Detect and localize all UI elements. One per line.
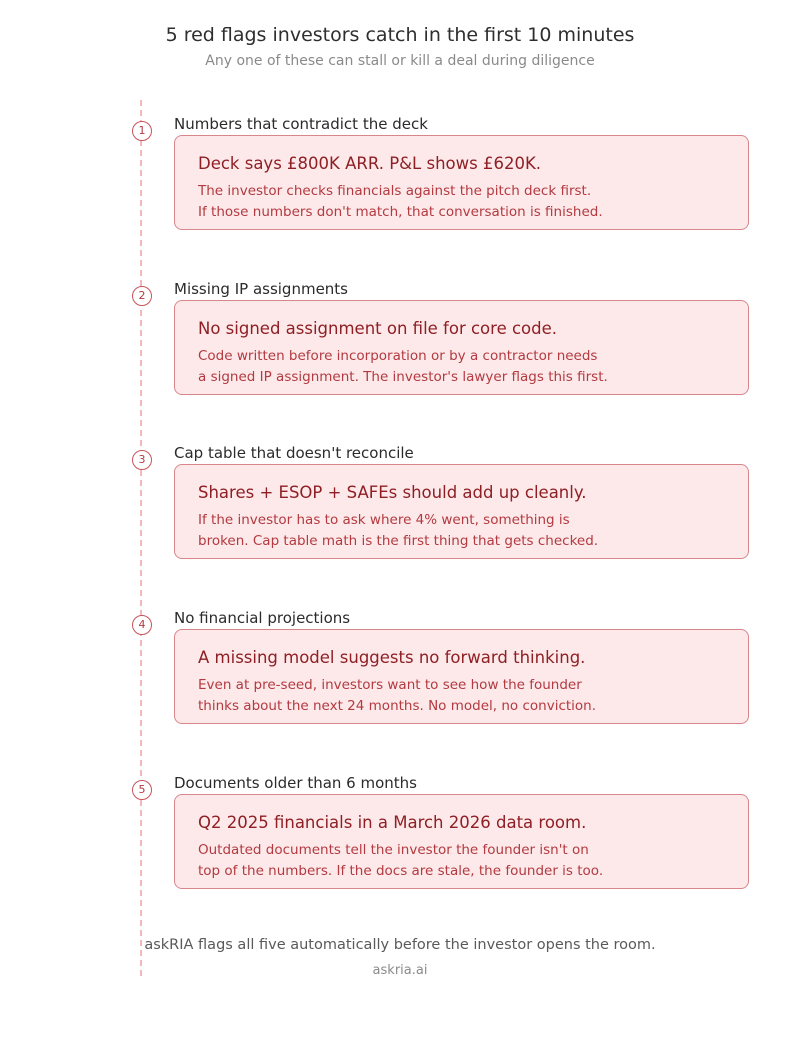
flag-heading: Cap table that doesn't reconcile <box>174 444 414 462</box>
flag-card-body-line: top of the numbers. If the docs are stale, the founder is too. <box>198 863 604 879</box>
step-number-badge: 5 <box>132 780 152 800</box>
flag-heading: Documents older than 6 months <box>174 774 417 792</box>
flag-heading: No financial projections <box>174 609 351 627</box>
step-number-badge: 1 <box>132 121 152 141</box>
flag-card-body <box>198 510 598 552</box>
footer-text: askRIA flags all five automatically before the investor opens the room. <box>144 937 656 953</box>
footer-site: askria.ai <box>372 963 428 978</box>
flag-card-body-line: a signed IP assignment. The investor's lawyer flags this first. <box>198 369 608 385</box>
flag-card <box>174 464 749 559</box>
flag-card-body-line: If the investor has to ask where 4% went, something is <box>198 512 570 528</box>
flag-item-4 <box>0 609 800 765</box>
flag-item-2 <box>0 280 800 436</box>
flag-card <box>174 629 749 724</box>
flag-card-body-line: Code written before incorporation or by a contractor needs <box>198 348 598 364</box>
page-title: 5 red flags investors catch in the first 10 minutes <box>165 24 635 46</box>
flag-card-title: Deck says £800K ARR. P&L shows £620K. <box>198 154 542 173</box>
flag-item-1 <box>0 115 800 271</box>
flag-card-body <box>198 840 603 882</box>
flag-item-3 <box>0 444 800 600</box>
flag-card-body <box>198 181 603 223</box>
flag-card-body-line: The investor checks financials against the pitch deck first. <box>198 183 592 199</box>
flag-card <box>174 300 749 395</box>
flag-card-body <box>198 346 608 388</box>
flag-card-body-line: broken. Cap table math is the first thing that gets checked. <box>198 533 599 549</box>
flag-card <box>174 794 749 889</box>
flag-card-title: Q2 2025 financials in a March 2026 data room. <box>198 813 587 832</box>
flag-item-5 <box>0 774 800 930</box>
flag-card-title: A missing model suggests no forward thinking. <box>198 648 586 667</box>
flag-heading: Missing IP assignments <box>174 280 349 298</box>
flag-heading: Numbers that contradict the deck <box>174 115 428 133</box>
step-number-badge: 2 <box>132 286 152 306</box>
page-subtitle: Any one of these can stall or kill a deal during diligence <box>205 53 595 69</box>
step-number-badge: 4 <box>132 615 152 635</box>
flag-card-title: No signed assignment on file for core code. <box>198 319 558 338</box>
flag-card <box>174 135 749 230</box>
flag-card-body-line: thinks about the next 24 months. No model, no conviction. <box>198 698 597 714</box>
flag-card-body-line: Even at pre-seed, investors want to see how the founder <box>198 677 582 693</box>
flag-card-title: Shares + ESOP + SAFEs should add up cleanly. <box>198 483 587 502</box>
step-number-badge: 3 <box>132 450 152 470</box>
flag-card-body-line: If those numbers don't match, that conversation is finished. <box>198 204 603 220</box>
flag-card-body-line: Outdated documents tell the investor the founder isn't on <box>198 842 589 858</box>
flag-card-body <box>198 675 596 717</box>
